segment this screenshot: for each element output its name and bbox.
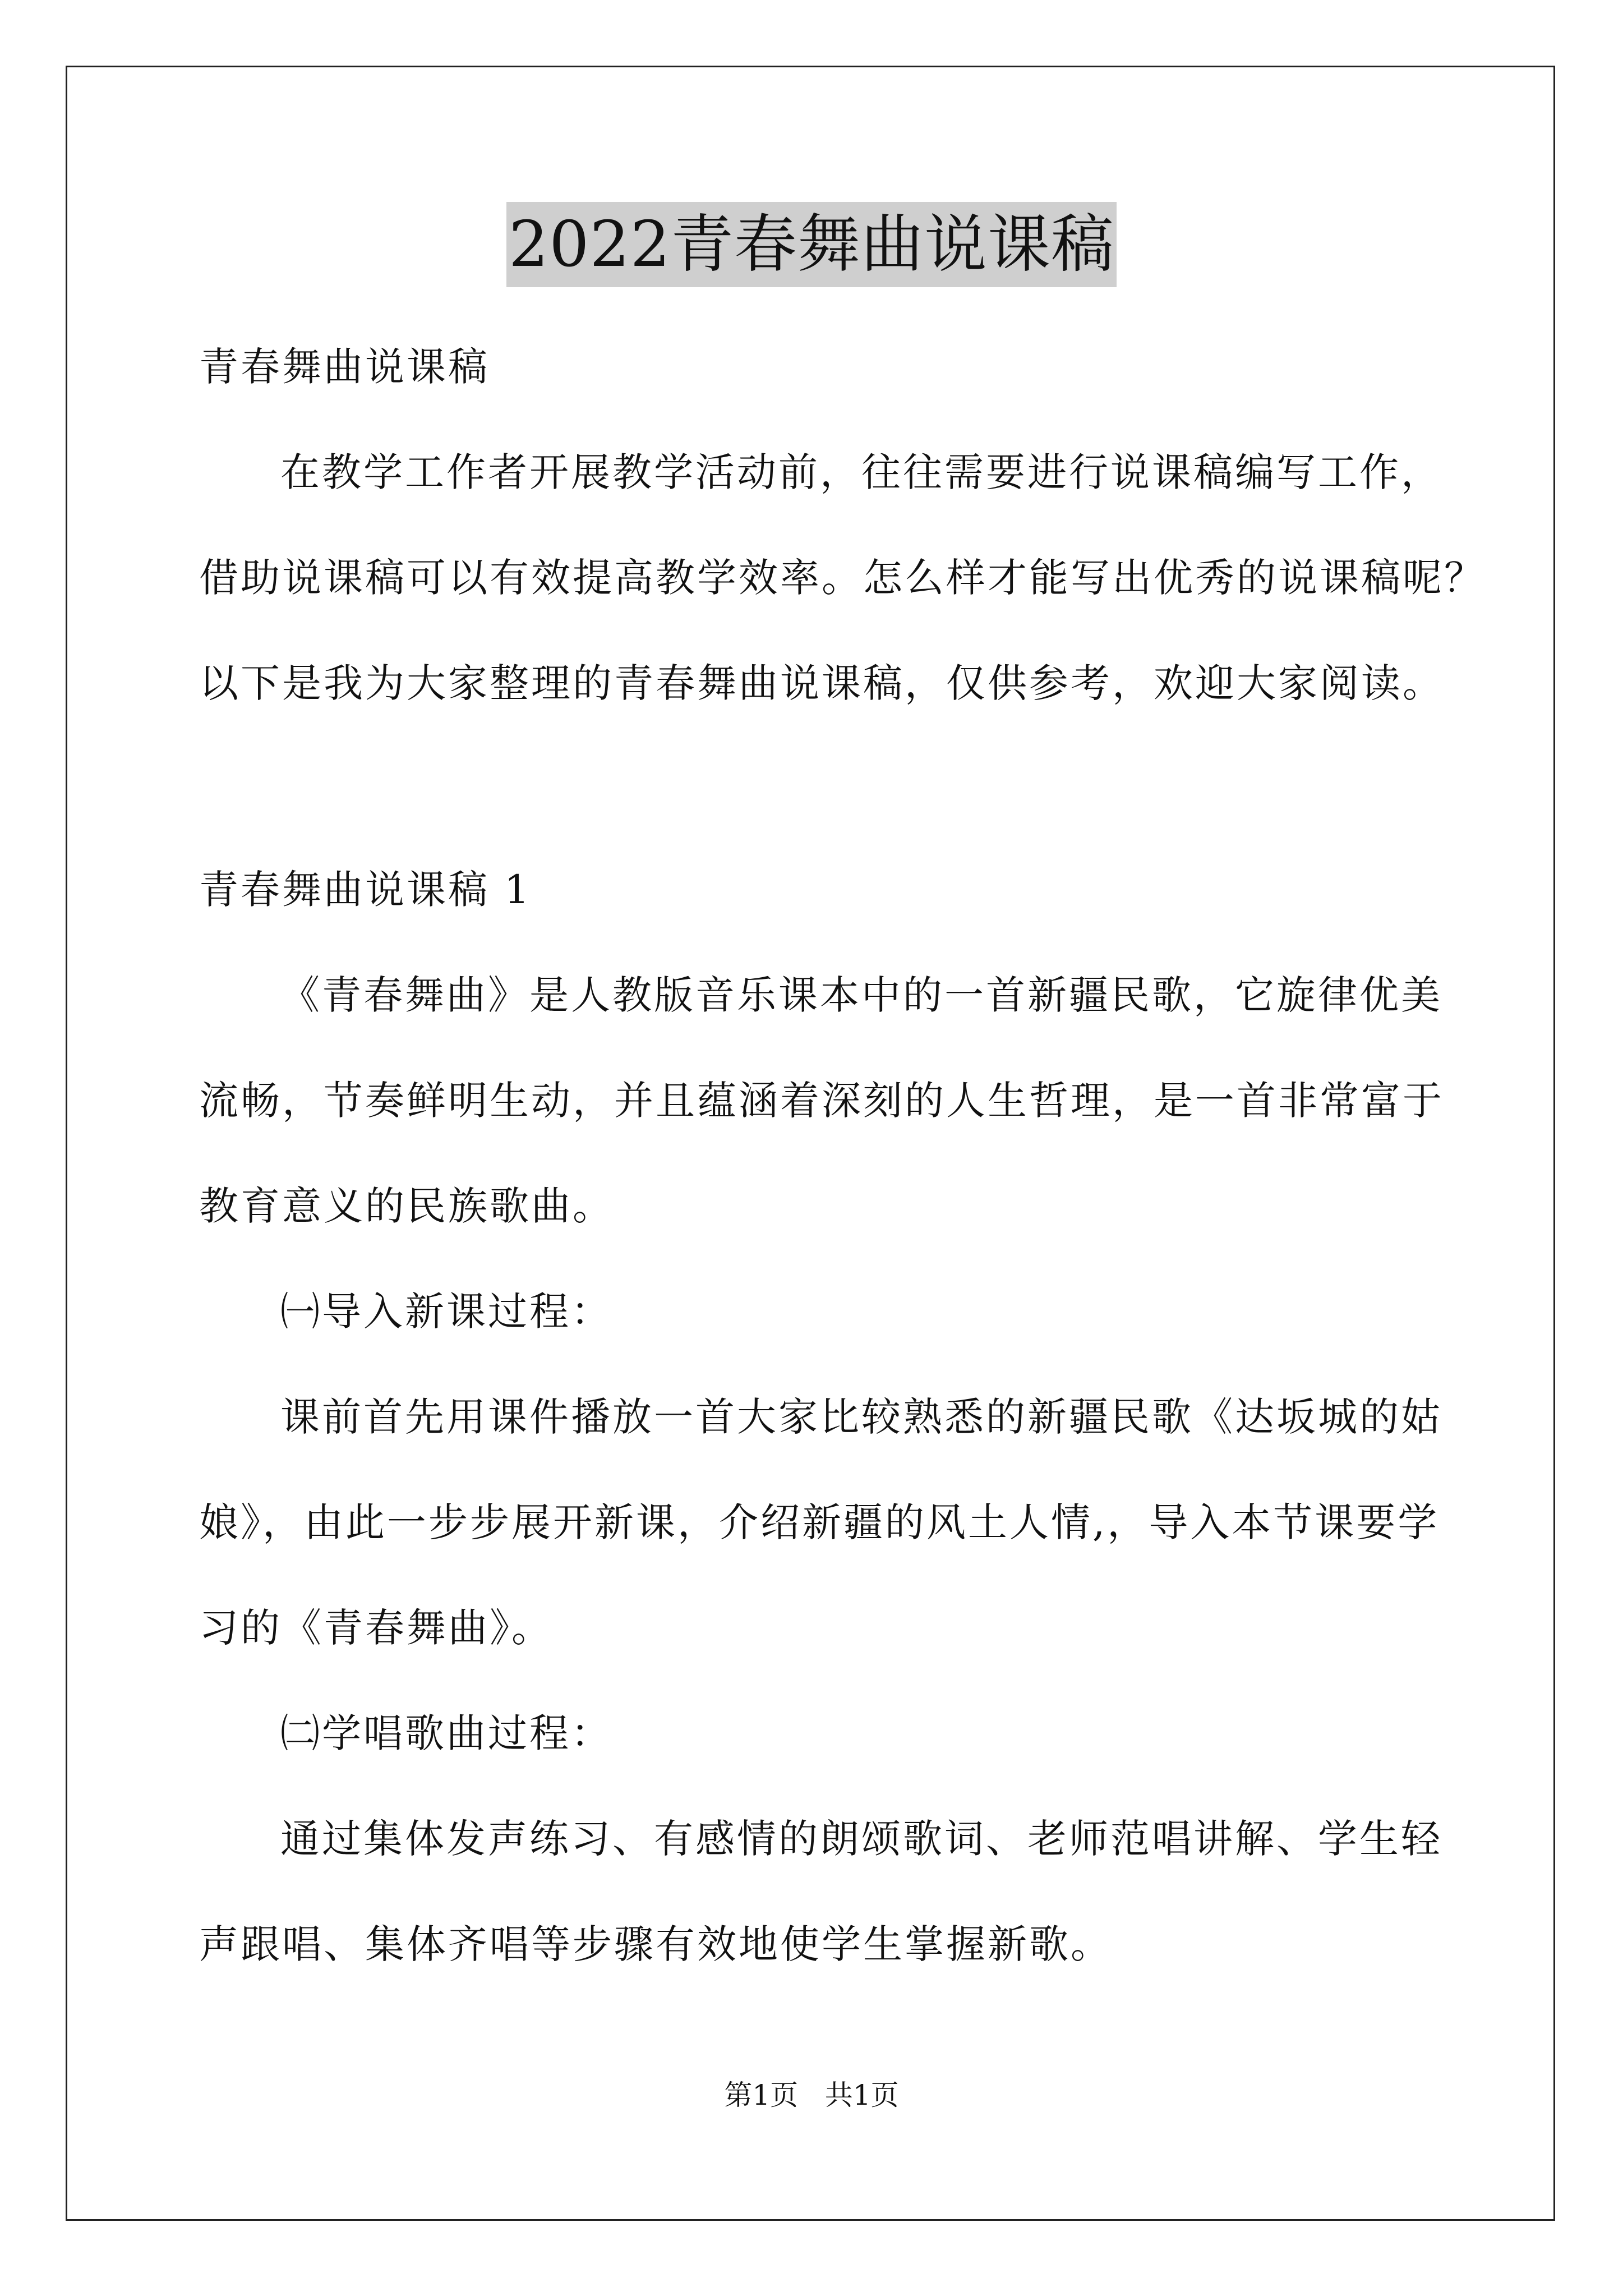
page-footer — [0, 2078, 1623, 2112]
para1-line-3: 教育意义的民族歌曲。 — [199, 1183, 614, 1229]
para1-line-2: 流畅，节奏鲜明生动，并且蕴涵着深刻的人生哲理，是一首非常富于 — [199, 1078, 1444, 1124]
step2-heading: ㈡学唱歌曲过程： — [280, 1710, 612, 1756]
para2-line-3: 习的《青春舞曲》。 — [199, 1605, 553, 1651]
subtitle: 青春舞曲说课稿 — [199, 344, 490, 390]
document-title: 2022青春舞曲说课稿 — [506, 202, 1117, 287]
section-gap — [199, 736, 1455, 837]
document-body — [199, 314, 1486, 1997]
page-number: 第1页 共1页 — [724, 2079, 899, 2111]
para2-line-1: 课前首先用课件播放一首大家比较熟悉的新疆民歌《达坂城的姑 — [280, 1394, 1442, 1440]
intro-line-2: 借助说课稿可以有效提高教学效率。怎么样才能写出优秀的说课稿呢？ — [199, 555, 1486, 601]
intro-line-3: 以下是我为大家整理的青春舞曲说课稿，仅供参考，欢迎大家阅读。 — [199, 660, 1444, 706]
step1-heading: ㈠导入新课过程： — [280, 1289, 612, 1335]
para2-line-2: 娘》，由此一步步展开新课，介绍新疆的风土人情,，导入本节课要学 — [199, 1499, 1440, 1545]
para3-line-2: 声跟唱、集体齐唱等步骤有效地使学生掌握新歌。 — [199, 1921, 1112, 1967]
intro-line-1: 在教学工作者开展教学活动前，往往需要进行说课稿编写工作， — [280, 449, 1442, 495]
para3-line-1: 通过集体发声练习、有感情的朗颂歌词、老师范唱讲解、学生轻 — [280, 1816, 1442, 1862]
para1-line-1: 《青春舞曲》是人教版音乐课本中的一首新疆民歌，它旋律优美 — [280, 972, 1442, 1018]
title-area — [0, 202, 1623, 287]
section-heading: 青春舞曲说课稿 1 — [199, 867, 532, 913]
